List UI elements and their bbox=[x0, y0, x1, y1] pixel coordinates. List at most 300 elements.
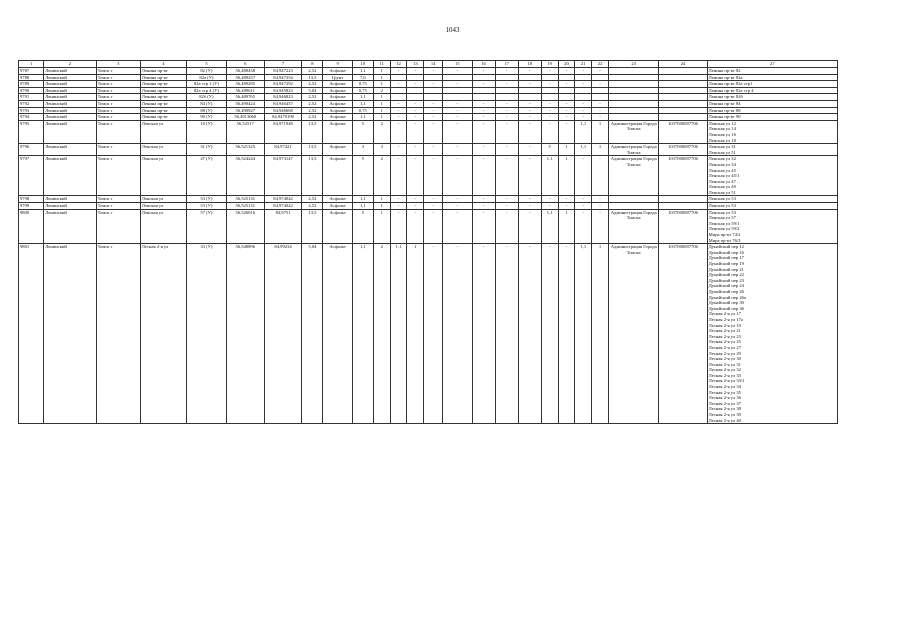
table-row bbox=[19, 68, 838, 75]
column-header: 11 bbox=[373, 61, 390, 68]
table-cell: - bbox=[443, 107, 472, 114]
table-cell: - bbox=[472, 114, 495, 121]
table-cell: Асфальт bbox=[323, 100, 352, 107]
table-cell: 13,5 bbox=[302, 209, 323, 244]
table-cell: Ленская ул bbox=[140, 203, 186, 210]
address-item: Лесная 2-я ул 33/1 bbox=[708, 378, 745, 384]
table-cell: 82а стр 4 (У) bbox=[186, 87, 226, 94]
address-item: Дунайский пер 24 bbox=[708, 283, 744, 289]
table-cell: Ленина пр-кт bbox=[140, 68, 186, 75]
table-cell: Ленинский bbox=[44, 203, 96, 210]
address-item: Ленская ул 45 bbox=[708, 167, 736, 173]
table-cell: Ленинский bbox=[44, 100, 96, 107]
table-cell: - bbox=[558, 114, 575, 121]
table-cell: - bbox=[472, 81, 495, 88]
address-item: Ленина пр-кт 84 bbox=[708, 100, 741, 106]
table-cell: - bbox=[575, 107, 592, 114]
table-cell: - bbox=[443, 120, 472, 143]
address-item: Лесная 2-я ул 35 bbox=[708, 389, 741, 395]
table-cell bbox=[575, 87, 592, 94]
table-cell: 9788 bbox=[19, 74, 44, 81]
table-cell: - bbox=[390, 144, 407, 156]
table-cell: Ленинский bbox=[44, 68, 96, 75]
table-cell: - bbox=[495, 120, 518, 143]
table-cell: - bbox=[443, 68, 472, 75]
table-cell: 5,04 bbox=[302, 87, 323, 94]
table-cell: Ленинский bbox=[44, 107, 96, 114]
column-header: 9 bbox=[323, 61, 352, 68]
table-cell bbox=[659, 114, 707, 121]
address-item: Ленская ул 51 bbox=[708, 149, 736, 155]
address-item: Ленская ул 18 bbox=[708, 137, 736, 143]
table-cell: Асфальт bbox=[323, 144, 352, 156]
table-cell: - bbox=[558, 100, 575, 107]
table-cell: 1037000087706 bbox=[659, 120, 707, 143]
table-row bbox=[19, 244, 838, 424]
table-cell: 1,1 bbox=[575, 244, 592, 424]
table-cell: - bbox=[495, 209, 518, 244]
table-cell: - bbox=[472, 107, 495, 114]
table-cell: 13,5 bbox=[302, 144, 323, 156]
table-cell: Администрация Города Томска bbox=[608, 156, 658, 196]
table-cell bbox=[707, 144, 837, 156]
table-cell: 82 (У) bbox=[186, 68, 226, 75]
table-cell bbox=[558, 94, 575, 101]
table-cell: Томск г bbox=[96, 107, 140, 114]
table-cell: - bbox=[518, 120, 541, 143]
table-cell: 5,04 bbox=[302, 244, 323, 424]
table-cell bbox=[707, 196, 837, 203]
table-cell: Асфальт bbox=[323, 94, 352, 101]
table-cell bbox=[541, 94, 558, 101]
table-cell: 84,945823 bbox=[264, 87, 302, 94]
table-cell: 84,946823 bbox=[264, 94, 302, 101]
address-item: Ленская ул 53 bbox=[708, 203, 736, 209]
table-cell: 5 bbox=[352, 120, 373, 143]
table-cell bbox=[575, 74, 592, 81]
table-cell: 1 bbox=[373, 94, 390, 101]
table-cell: 9796 bbox=[19, 144, 44, 156]
table-cell: 53 (У) bbox=[186, 203, 226, 210]
table-cell: 13,5 bbox=[302, 120, 323, 143]
table-cell: 3 bbox=[373, 144, 390, 156]
table-cell: Асфальт bbox=[323, 107, 352, 114]
address-item: Ленская ул 59/2 bbox=[708, 226, 740, 232]
table-cell: 2,52 bbox=[302, 107, 323, 114]
table-cell: - bbox=[541, 107, 558, 114]
table-cell: - bbox=[592, 100, 609, 107]
table-cell: - bbox=[390, 203, 407, 210]
address-item: Ленская ул 53 bbox=[708, 196, 736, 202]
table-cell bbox=[659, 74, 707, 81]
table-cell bbox=[608, 196, 658, 203]
table-cell bbox=[443, 87, 472, 94]
table-cell: - bbox=[518, 68, 541, 75]
table-cell: 1 bbox=[373, 81, 390, 88]
table-cell: 88 (У) bbox=[186, 107, 226, 114]
table-cell: 9789 bbox=[19, 81, 44, 88]
table-cell: - bbox=[558, 244, 575, 424]
table-cell: - bbox=[390, 114, 407, 121]
table-cell bbox=[707, 156, 837, 196]
table-cell: Ленская ул bbox=[140, 209, 186, 244]
table-cell: - bbox=[424, 156, 443, 196]
table-cell: 2 bbox=[373, 156, 390, 196]
table-cell: 84 (У) bbox=[186, 100, 226, 107]
table-cell: - bbox=[424, 120, 443, 143]
table-cell: 9798 bbox=[19, 196, 44, 203]
table-cell bbox=[707, 100, 837, 107]
table-cell: - bbox=[558, 120, 575, 143]
table-cell: - bbox=[558, 196, 575, 203]
table-cell: 82а стр 1 (У) bbox=[186, 81, 226, 88]
table-cell: 1,1 bbox=[541, 209, 558, 244]
table-cell: - bbox=[472, 68, 495, 75]
table-cell: - bbox=[472, 203, 495, 210]
table-cell bbox=[390, 87, 407, 94]
table-cell: - bbox=[390, 196, 407, 203]
table-cell: 9797 bbox=[19, 156, 44, 196]
table-cell: 33 (У) bbox=[186, 244, 226, 424]
table-cell: - bbox=[575, 81, 592, 88]
table-cell: 9790 bbox=[19, 87, 44, 94]
address-item: Лесная 2-я ул 34 bbox=[708, 384, 741, 390]
table-row bbox=[19, 203, 838, 210]
table-cell: - bbox=[407, 81, 424, 88]
table-cell: 2,52 bbox=[302, 114, 323, 121]
column-header: 20 bbox=[558, 61, 575, 68]
table-cell: 84,97421 bbox=[264, 144, 302, 156]
table-cell: 2,52 bbox=[302, 81, 323, 88]
table-cell: - bbox=[495, 196, 518, 203]
column-header: 10 bbox=[352, 61, 373, 68]
column-header: 12 bbox=[390, 61, 407, 68]
table-cell: Ленская ул bbox=[140, 120, 186, 143]
address-item: Лесная 2-я ул 30 bbox=[708, 356, 741, 362]
table-cell: - bbox=[424, 203, 443, 210]
table-cell: - bbox=[495, 68, 518, 75]
table-cell: Томск г bbox=[96, 244, 140, 424]
table-cell: Грунт bbox=[323, 74, 352, 81]
table-cell: Ленина пр-кт bbox=[140, 100, 186, 107]
table-cell bbox=[407, 94, 424, 101]
table-cell: 1 bbox=[558, 156, 575, 196]
table-cell: - bbox=[592, 81, 609, 88]
table-cell: - bbox=[390, 81, 407, 88]
table-cell bbox=[495, 87, 518, 94]
table-cell bbox=[592, 87, 609, 94]
table-cell bbox=[707, 209, 837, 244]
table-cell: - bbox=[575, 114, 592, 121]
table-cell bbox=[443, 94, 472, 101]
table-cell: Асфальт bbox=[323, 156, 352, 196]
table-cell bbox=[707, 244, 837, 424]
table-cell bbox=[495, 74, 518, 81]
table-cell: - bbox=[541, 244, 558, 424]
address-item: Ленская ул 59/1 bbox=[708, 220, 740, 226]
address-item: Лесная 2-я ул 38 bbox=[708, 406, 741, 412]
table-cell: Ленина пр-кт bbox=[140, 74, 186, 81]
table-cell: - bbox=[558, 203, 575, 210]
table-cell bbox=[390, 94, 407, 101]
table-cell: 1 bbox=[373, 100, 390, 107]
table-cell: - bbox=[518, 81, 541, 88]
address-item: Ленская ул 14 bbox=[708, 126, 736, 132]
table-cell: - bbox=[541, 100, 558, 107]
table-cell: Томск г bbox=[96, 114, 140, 121]
table-cell: 1,1 bbox=[541, 156, 558, 196]
table-cell: - bbox=[443, 144, 472, 156]
table-cell: 56,490424 bbox=[226, 100, 264, 107]
table-cell bbox=[518, 87, 541, 94]
table-cell: 2,52 bbox=[302, 94, 323, 101]
address-item: Ленская ул 32 bbox=[708, 156, 736, 162]
table-cell: 9794 bbox=[19, 114, 44, 121]
column-header: 23 bbox=[608, 61, 658, 68]
table-cell: 56,524244 bbox=[226, 156, 264, 196]
table-cell: 1,1 bbox=[575, 120, 592, 143]
table-cell: 56,526016 bbox=[226, 209, 264, 244]
address-item: Ленина пр-кт 82б bbox=[708, 94, 743, 100]
table-cell: - bbox=[443, 196, 472, 203]
table-cell: Томск г bbox=[96, 81, 140, 88]
table-cell: Томск г bbox=[96, 100, 140, 107]
table-cell: Ленинский bbox=[44, 94, 96, 101]
table-cell bbox=[575, 94, 592, 101]
table-cell: - bbox=[495, 203, 518, 210]
column-header: 4 bbox=[140, 61, 186, 68]
table-cell: 56,548896 bbox=[226, 244, 264, 424]
table-cell bbox=[707, 114, 837, 121]
table-cell bbox=[707, 94, 837, 101]
table-row bbox=[19, 144, 838, 156]
table-cell: 56,521325 bbox=[226, 144, 264, 156]
table-cell: Томск г bbox=[96, 87, 140, 94]
table-cell bbox=[424, 94, 443, 101]
table-cell bbox=[558, 74, 575, 81]
table-cell bbox=[707, 87, 837, 94]
address-item: Ленская ул 51 bbox=[708, 189, 736, 195]
table-cell: 1,1 bbox=[352, 244, 373, 424]
table-cell: - bbox=[558, 107, 575, 114]
address-item: Ленская ул 31 bbox=[708, 144, 736, 150]
table-cell bbox=[407, 87, 424, 94]
table-cell: - bbox=[407, 120, 424, 143]
address-item: Лесная 2-я ул 21 bbox=[708, 328, 741, 334]
table-cell: Ленина пр-кт bbox=[140, 94, 186, 101]
table-cell: Томск г bbox=[96, 94, 140, 101]
table-cell: - bbox=[518, 144, 541, 156]
table-cell bbox=[424, 87, 443, 94]
table-row bbox=[19, 107, 838, 114]
table-cell bbox=[659, 203, 707, 210]
address-item: Дунайский пер 30 bbox=[708, 300, 744, 306]
table-cell: - bbox=[518, 196, 541, 203]
table-cell: - bbox=[472, 196, 495, 203]
table-cell: - bbox=[592, 114, 609, 121]
column-header: 15 bbox=[443, 61, 472, 68]
table-cell: 1 bbox=[558, 144, 575, 156]
table-cell bbox=[608, 68, 658, 75]
table-cell: Асфальт bbox=[323, 203, 352, 210]
table-cell: - bbox=[495, 81, 518, 88]
table-cell bbox=[495, 94, 518, 101]
table-cell: - bbox=[407, 209, 424, 244]
table-cell: 84,974042 bbox=[264, 203, 302, 210]
table-cell: - bbox=[472, 209, 495, 244]
column-header: 19 bbox=[541, 61, 558, 68]
address-item: Лесная 2-я ул 31 bbox=[708, 361, 741, 367]
table-cell bbox=[659, 107, 707, 114]
table-cell: 9801 bbox=[19, 244, 44, 424]
table-cell bbox=[518, 94, 541, 101]
column-header: 14 bbox=[424, 61, 443, 68]
address-item: Дунайский пер 16 bbox=[708, 249, 744, 255]
address-item: Лесная 2-я ул 27 bbox=[708, 344, 741, 350]
table-cell: - bbox=[407, 114, 424, 121]
table-cell: 3 bbox=[352, 144, 373, 156]
table-cell: - bbox=[424, 107, 443, 114]
table-cell: Томск г bbox=[96, 74, 140, 81]
table-cell: Администрация Города Томска bbox=[608, 209, 658, 244]
address-item: Ленина пр-кт 82а bbox=[708, 74, 743, 80]
table-cell: 56,489285 bbox=[226, 81, 264, 88]
table-cell: 1 bbox=[373, 114, 390, 121]
table-cell bbox=[707, 120, 837, 143]
table-cell bbox=[707, 81, 837, 88]
table-cell: 1,1 bbox=[352, 196, 373, 203]
table-cell: 84,946668 bbox=[264, 107, 302, 114]
table-cell: - bbox=[575, 209, 592, 244]
table-cell: - bbox=[472, 156, 495, 196]
table-cell: - bbox=[424, 114, 443, 121]
table-cell bbox=[541, 74, 558, 81]
table-cell: 1,1 bbox=[352, 203, 373, 210]
table-cell: - bbox=[407, 203, 424, 210]
table-cell: 56,489765 bbox=[226, 94, 264, 101]
address-item: Лесная 2-я ул 37 bbox=[708, 400, 741, 406]
table-cell: 1 bbox=[373, 74, 390, 81]
table-cell: - bbox=[424, 244, 443, 424]
table-cell: 1037000087706 bbox=[659, 244, 707, 424]
table-cell: 84,947354 bbox=[264, 74, 302, 81]
table-cell: 84,9751 bbox=[264, 209, 302, 244]
table-cell: 1,1 bbox=[352, 94, 373, 101]
table-cell: - bbox=[575, 203, 592, 210]
table-cell bbox=[608, 81, 658, 88]
table-cell: 84,946457 bbox=[264, 100, 302, 107]
table-cell: - bbox=[443, 244, 472, 424]
table-cell: 53 (У) bbox=[186, 196, 226, 203]
address-item: Дунайский пер 19 bbox=[708, 261, 744, 266]
table-cell: Ленинский bbox=[44, 120, 96, 143]
table-cell bbox=[472, 94, 495, 101]
table-cell: 1037000087706 bbox=[659, 156, 707, 196]
table-cell bbox=[659, 100, 707, 107]
table-cell: Асфальт bbox=[323, 87, 352, 94]
address-item: Ленская ул 16 bbox=[708, 131, 736, 137]
address-item: Ленская ул 12 bbox=[708, 120, 736, 126]
table-row bbox=[19, 114, 838, 121]
table-cell: Лесная 2-я ул bbox=[140, 244, 186, 424]
table-cell bbox=[608, 74, 658, 81]
table-cell: 9787 bbox=[19, 68, 44, 75]
table-cell: - bbox=[518, 114, 541, 121]
registry-table bbox=[18, 60, 838, 424]
table-cell: - bbox=[558, 81, 575, 88]
table-cell: - bbox=[541, 68, 558, 75]
table-cell: - bbox=[592, 196, 609, 203]
table-cell: 84,971948 bbox=[264, 120, 302, 143]
address-item: Лесная 2-я ул 23 bbox=[708, 333, 741, 339]
table-cell bbox=[424, 74, 443, 81]
table-cell: 2 bbox=[373, 87, 390, 94]
table-cell: - bbox=[407, 196, 424, 203]
table-cell: Ленинский bbox=[44, 209, 96, 244]
table-cell: 1,1 bbox=[575, 144, 592, 156]
address-item: Ленская ул 47 bbox=[708, 178, 736, 184]
address-item: Лесная 2-я ул 36 bbox=[708, 395, 741, 401]
table-cell: Ленина пр-кт bbox=[140, 114, 186, 121]
table-row bbox=[19, 156, 838, 196]
table-cell bbox=[592, 94, 609, 101]
table-row bbox=[19, 81, 838, 88]
table-cell: 2,52 bbox=[302, 100, 323, 107]
address-item: Дунайский пер 26 bbox=[708, 288, 744, 294]
table-cell: 7,6 bbox=[352, 74, 373, 81]
table-cell: - bbox=[592, 68, 609, 75]
table-cell: 1 bbox=[592, 120, 609, 143]
column-header: 6 bbox=[226, 61, 264, 68]
column-header: 7 bbox=[264, 61, 302, 68]
table-cell: 82а (У) bbox=[186, 74, 226, 81]
table-cell: - bbox=[495, 144, 518, 156]
table-cell: Администрация Города Томска bbox=[608, 120, 658, 143]
table-cell: Ленская ул bbox=[140, 144, 186, 156]
table-cell: Асфальт bbox=[323, 244, 352, 424]
table-cell bbox=[608, 107, 658, 114]
table-cell bbox=[608, 114, 658, 121]
table-cell: - bbox=[424, 100, 443, 107]
table-cell: Ленинский bbox=[44, 156, 96, 196]
table-cell: 84,973147 bbox=[264, 156, 302, 196]
table-cell: - bbox=[443, 100, 472, 107]
table-cell: - bbox=[541, 114, 558, 121]
address-item: Ленская ул 45/1 bbox=[708, 173, 740, 179]
table-cell: 56,489611 bbox=[226, 87, 264, 94]
table-cell: - bbox=[541, 203, 558, 210]
table-cell: 90 (У) bbox=[186, 114, 226, 121]
table-cell: - bbox=[424, 209, 443, 244]
table-cell: - bbox=[575, 196, 592, 203]
table-cell: 5 bbox=[352, 209, 373, 244]
table-cell: - bbox=[472, 244, 495, 424]
table-cell: 84,947292 bbox=[264, 81, 302, 88]
table-cell: - bbox=[407, 100, 424, 107]
table-cell: 9799 bbox=[19, 203, 44, 210]
table-cell bbox=[659, 196, 707, 203]
table-cell: 1,1 bbox=[352, 114, 373, 121]
table-cell bbox=[472, 74, 495, 81]
table-cell: 0,75 bbox=[352, 107, 373, 114]
table-cell: 9792 bbox=[19, 100, 44, 107]
table-cell bbox=[390, 74, 407, 81]
table-row bbox=[19, 74, 838, 81]
table-cell: - bbox=[407, 144, 424, 156]
table-cell: Ленинский bbox=[44, 114, 96, 121]
table-cell: 9795 bbox=[19, 120, 44, 143]
table-cell: 1,1 bbox=[352, 100, 373, 107]
